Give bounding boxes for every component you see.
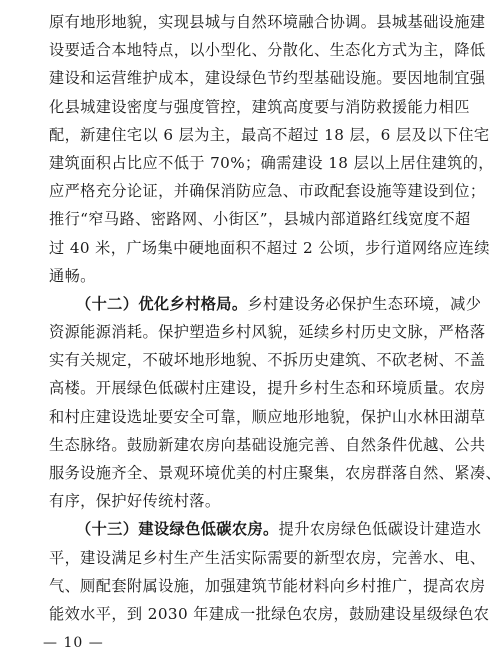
paragraph-line: 气、厕配套附属设施，加强建筑节能材料向乡村推广，提高农房 — [49, 576, 486, 595]
paragraph-line: 有序，保护好传统村落。 — [49, 492, 221, 511]
paragraph-text: 提升农房绿色低碳设计建造水 — [278, 520, 482, 539]
paragraph-line: 能效水平，到 2030 年建成一批绿色农房，鼓励建设星级绿色农 — [49, 604, 490, 623]
paragraph-line: 设要适合本地特点，以小型化、分散化、生态化方式为主，降低 — [49, 41, 486, 60]
section-heading: （十二）优化乡村格局。 — [76, 294, 248, 313]
paragraph-line: 生态脉络。鼓励新建农房向基础设施完善、自然条件优越、公共 — [49, 435, 486, 454]
paragraph-line: 资源能源消耗。保护塑造乡村风貌，延续乡村历史文脉，严格落 — [49, 323, 486, 341]
paragraph-line: 配，新建住宅以 6 层为主，最高不超过 18 层，6 层及以下住宅 — [49, 125, 490, 144]
paragraph-line: 应严格充分论证，并确保消防应急、市政配套设施等建设到位； — [49, 182, 486, 201]
section-heading: （十三）建设绿色低碳农房。 — [76, 520, 279, 539]
page-number: — 10 — — [43, 635, 104, 651]
paragraph-text: 乡村建设务必保护生态环境，减少 — [247, 294, 482, 313]
paragraph-line: 通畅。 — [49, 266, 96, 285]
paragraph-line: 推行“窄马路、密路网、小街区”，县城内部道路红线宽度不超 — [49, 210, 471, 229]
section-first-line — [76, 290, 482, 318]
paragraph-line: 平，建设满足乡村生产生活实际需要的新型农房，完善水、电、 — [49, 548, 486, 567]
paragraph-line: 原有地形地貌，实现县城与自然环境融合协调。县城基础设施建 — [49, 13, 486, 31]
paragraph-line: 高楼。开展绿色低碳村庄建设，提升乡村生态和环境质量。农房 — [49, 379, 486, 398]
paragraph-line: 建筑面积占比应不低于 70%；确需建设 18 层以上居住建筑的， — [49, 153, 494, 172]
paragraph-line: 化县城建设密度与强度管控，建筑高度要与消防救援能力相匹 — [49, 97, 470, 116]
paragraph-line: 和村庄建设选址要安全可靠，顺应地形地貌，保护山水林田湖草 — [49, 407, 486, 426]
paragraph-line: 服务设施齐全、景观环境优美的村庄聚集，农房群落自然、紧凑、 — [49, 463, 502, 482]
section-first-line — [76, 515, 482, 543]
paragraph-line: 实有关规定，不破坏地形地貌、不拆历史建筑、不砍老树、不盖 — [49, 351, 486, 370]
paragraph-line: 建设和运营维护成本，建设绿色节约型基础设施。要因地制宜强 — [49, 69, 486, 88]
paragraph-line: 过 40 米，广场集中硬地面积不超过 2 公顷，步行道网络应连续 — [49, 238, 490, 257]
